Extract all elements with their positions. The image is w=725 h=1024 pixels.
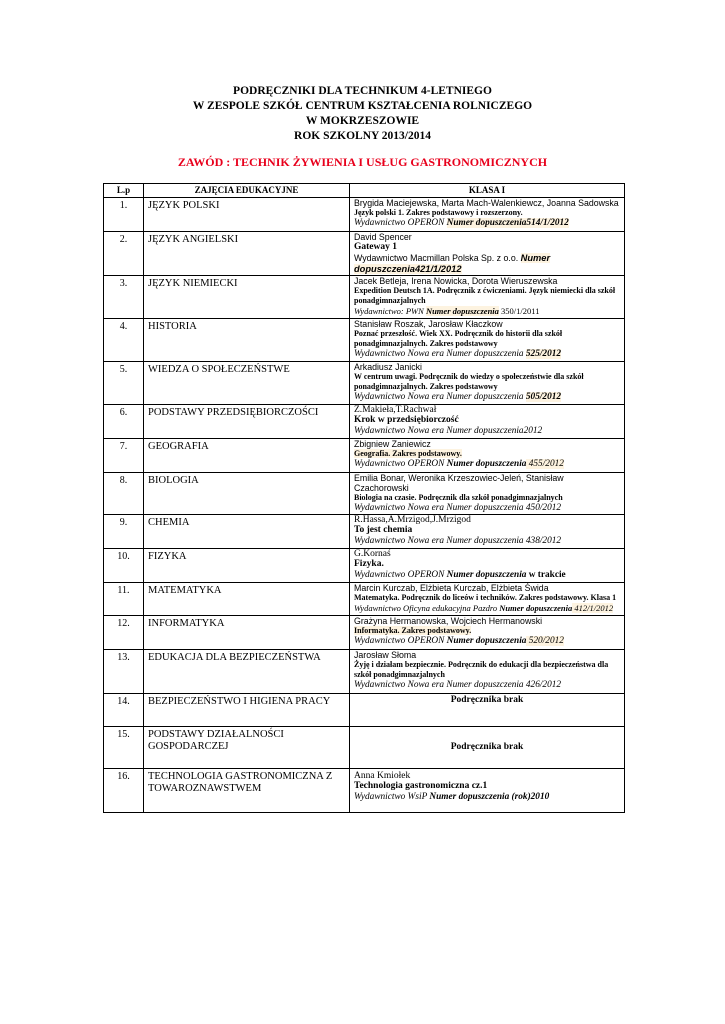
- header-line-2: W ZESPOLE SZKÓŁ CENTRUM KSZTAŁCENIA ROLNICZEGO: [192, 100, 533, 112]
- subject-name: INFORMATYKA: [144, 616, 350, 650]
- publisher-info: [354, 392, 620, 403]
- approval-number: 525/2012: [525, 349, 562, 359]
- approval-number: 520/2012: [526, 636, 564, 646]
- table-row: [104, 694, 625, 727]
- textbook-cell: [350, 362, 625, 405]
- table-row: [104, 769, 625, 813]
- row-number: 2.: [104, 232, 144, 276]
- publisher: Wydawnictwo Oficyna edukacyjna Pazdro: [354, 603, 500, 613]
- publisher: Wydawnictwo: PWN: [354, 306, 426, 316]
- publisher: Wydawnictwo WsiP: [354, 792, 430, 802]
- row-number: 1.: [104, 198, 144, 232]
- column-header-klasa: KLASA I: [350, 184, 625, 198]
- subject-name: JĘZYK ANGIELSKI: [144, 232, 350, 276]
- publisher: Wydawnictwo Macmillan Polska Sp. z o.o.: [354, 253, 521, 263]
- publisher: Wydawnictwo Nowa era Numer dopuszczenia: [354, 349, 526, 359]
- authors: Jarosław Słoma: [354, 650, 417, 660]
- publisher-info: [354, 636, 620, 647]
- row-number: 16.: [104, 769, 144, 813]
- table-header-row: [104, 184, 625, 198]
- publisher-info: [354, 218, 620, 229]
- approval-label: Numer dopuszczenia: [499, 603, 573, 613]
- table-row: [104, 650, 625, 694]
- publisher-info: [354, 253, 620, 275]
- authors: Z.Makieła,T.Rachwał: [354, 405, 437, 415]
- subject-name: JĘZYK NIEMIECKI: [144, 276, 350, 319]
- book-title: Fizyka.: [354, 559, 384, 569]
- subject-name: EDUKACJA DLA BEZPIECZEŃSTWA: [144, 650, 350, 694]
- publisher-info: [354, 459, 620, 470]
- publisher-info: [354, 426, 620, 437]
- textbook-cell: [350, 549, 625, 583]
- subject-name: WIEDZA O SPOŁECZEŃSTWE: [144, 362, 350, 405]
- publisher: Wydawnictwo Nowa era Numer dopuszczenia: [354, 392, 526, 402]
- document-header: [0, 84, 725, 144]
- book-title: Żyję i działam bezpiecznie. Podręcznik do edukacji dla bezpieczeństwa dla szkół ponadgimnazjalnych: [354, 660, 609, 679]
- subject-name: FIZYKA: [144, 549, 350, 583]
- authors: Anna Kmiołek: [354, 771, 411, 781]
- no-textbook: Podręcznika brak: [350, 727, 625, 769]
- publisher-info: [354, 503, 620, 514]
- authors: Zbigniew Zaniewicz: [354, 439, 431, 449]
- profession-heading: ZAWÓD : TECHNIK ŻYWIENIA I USŁUG GASTRONOMICZNYCH: [177, 155, 548, 169]
- row-number: 10.: [104, 549, 144, 583]
- book-title: To jest chemia: [354, 525, 413, 535]
- book-title: Poznać przeszłość. Wiek XX. Podręcznik do historii dla szkół ponadgimnazjalnych. Zakres podstawowy: [354, 329, 563, 348]
- column-header-subject: ZAJĘCIA EDUKACYJNE: [144, 184, 350, 198]
- authors: Marcin Kurczab, Elżbieta Kurczab, Elżbieta Świda: [354, 583, 549, 593]
- authors: Arkadiusz Janicki: [354, 362, 422, 372]
- textbook-cell: [350, 650, 625, 694]
- authors: Jacek Betleja, Irena Nowicka, Dorota Wieruszewska: [354, 276, 558, 286]
- subject-name: CHEMIA: [144, 515, 350, 549]
- header-line-4: ROK SZKOLNY 2013/2014: [294, 130, 431, 142]
- publisher-info: [354, 603, 620, 614]
- row-number: 3.: [104, 276, 144, 319]
- table-row: [104, 515, 625, 549]
- approval-number: Numer dopuszczenia421/1/2012: [354, 253, 551, 274]
- textbook-cell: [350, 583, 625, 616]
- book-title: Technologia gastronomiczna cz.1: [354, 781, 488, 791]
- table-row: [104, 583, 625, 616]
- book-title: [354, 626, 620, 636]
- book-title: Język polski 1. Zakres podstawowy i rozszerzony.: [354, 208, 523, 217]
- subject-name: HISTORIA: [144, 319, 350, 362]
- table-row: [104, 232, 625, 276]
- table-body: [104, 198, 625, 813]
- book-title: [354, 449, 620, 459]
- authors: Emilia Bonar, Weronika Krzeszowiec-Jeleń, Stanisław Czachorowski: [354, 473, 564, 493]
- table-row: [104, 405, 625, 439]
- row-number: 14.: [104, 694, 144, 727]
- column-header-lp: L.p: [104, 184, 144, 198]
- table-row: [104, 319, 625, 362]
- table-row: [104, 439, 625, 473]
- approval-label: Numer dopuszczenia: [446, 459, 527, 469]
- row-number: 4.: [104, 319, 144, 362]
- row-number: 13.: [104, 650, 144, 694]
- table-row: [104, 473, 625, 515]
- book-title-text: Geografia. Zakres podstawowy.: [354, 449, 462, 458]
- table-row: [104, 616, 625, 650]
- authors: Grażyna Hermanowska, Wojciech Hermanowski: [354, 616, 543, 626]
- publisher-info: [354, 306, 620, 317]
- subject-name: TECHNOLOGIA GASTRONOMICZNA Z TOWAROZNAWSTWEM: [144, 769, 350, 813]
- textbook-table: [103, 183, 625, 813]
- book-title: Biologia na czasie. Podręcznik dla szkół ponadgimnazjalnych: [354, 493, 563, 502]
- publisher-info: [354, 680, 620, 691]
- book-title-text: Informatyka. Zakres podstawowy.: [354, 626, 472, 635]
- publisher: Wydawnictwo Nowa era Numer dopuszczenia 450/2012: [354, 503, 562, 513]
- table-row: [104, 276, 625, 319]
- approval-status: w trakcie: [526, 570, 566, 580]
- publisher-info: [354, 792, 620, 803]
- textbook-cell: [350, 769, 625, 813]
- book-title: Gateway 1: [354, 242, 398, 252]
- table-row: [104, 362, 625, 405]
- publisher: Wydawnictwo Nowa era Numer dopuszczenia 426/2012: [354, 680, 562, 690]
- book-title: Krok w przedsiębiorczość: [354, 415, 459, 425]
- book-title: Matematyka. Podręcznik do liceów i techników. Zakres podstawowy. Klasa 1: [354, 593, 617, 602]
- row-number: 15.: [104, 727, 144, 769]
- book-title: Expedition Deutsch 1A. Podręcznik z ćwiczeniami. Język niemiecki dla szkół ponadgimnazjalnych: [354, 286, 616, 305]
- approval-label: Numer dopuszczenia: [446, 570, 527, 580]
- publisher-info: [354, 349, 620, 360]
- textbook-cell: [350, 473, 625, 515]
- approval-number: 412/1/2012: [572, 603, 614, 613]
- row-number: 12.: [104, 616, 144, 650]
- authors: R.Hassa,A.Mrzigod,J.Mrzigod: [354, 515, 471, 525]
- subject-name: BEZPIECZEŃSTWO I HIGIENA PRACY: [144, 694, 350, 727]
- header-line-3: W MOKRZESZOWIE: [305, 115, 420, 127]
- textbook-cell: [350, 439, 625, 473]
- row-number: 6.: [104, 405, 144, 439]
- subject-name: JĘZYK POLSKI: [144, 198, 350, 232]
- row-number: 11.: [104, 583, 144, 616]
- subject-name: GEOGRAFIA: [144, 439, 350, 473]
- subject-name: BIOLOGIA: [144, 473, 350, 515]
- textbook-cell: [350, 198, 625, 232]
- row-number: 5.: [104, 362, 144, 405]
- book-title: W centrum uwagi. Podręcznik do wiedzy o społeczeństwie dla szkół ponadgimnazjalnych. Zakres podstawowy: [354, 372, 584, 391]
- textbook-cell: [350, 319, 625, 362]
- publisher: Wydawnictwo OPERON: [354, 636, 447, 646]
- authors: David Spencer: [354, 232, 412, 242]
- textbook-cell: [350, 616, 625, 650]
- approval-number: 455/2012: [526, 459, 564, 469]
- subject-name: MATEMATYKA: [144, 583, 350, 616]
- authors: Stanisław Roszak, Jarosław Kłaczkow: [354, 319, 503, 329]
- authors: Brygida Maciejewska, Marta Mach-Walenkiewcz, Joanna Sadowska: [354, 198, 619, 208]
- publisher-info: [354, 536, 620, 547]
- row-number: 7.: [104, 439, 144, 473]
- publisher: Wydawnictwo OPERON: [354, 459, 447, 469]
- table-row: [104, 549, 625, 583]
- approval-label: Numer dopuszczenia: [446, 636, 527, 646]
- approval-number: 505/2012: [525, 392, 562, 402]
- publisher: Wydawnictwo Nowa era Numer dopuszczenia2012: [354, 426, 543, 436]
- subject-name: PODSTAWY DZIAŁALNOŚCI GOSPODARCZEJ: [144, 727, 350, 769]
- textbook-cell: [350, 515, 625, 549]
- publisher: Wydawnictwo OPERON: [354, 218, 447, 228]
- textbook-cell: [350, 232, 625, 276]
- subject-name: PODSTAWY PRZEDSIĘBIORCZOŚCI: [144, 405, 350, 439]
- publisher: Wydawnictwo OPERON: [354, 570, 447, 580]
- row-number: 8.: [104, 473, 144, 515]
- approval-number: 350/1/2011: [498, 306, 540, 316]
- approval-number: Numer dopuszczenia (rok)2010: [429, 792, 550, 802]
- textbook-cell: [350, 405, 625, 439]
- approval-label: Numer dopuszczenia: [425, 306, 499, 316]
- row-number: 9.: [104, 515, 144, 549]
- header-line-1: PODRĘCZNIKI DLA TECHNIKUM 4-LETNIEGO: [233, 85, 492, 97]
- no-textbook: Podręcznika brak: [350, 694, 625, 727]
- table-row: [104, 727, 625, 769]
- approval-number: Numer dopuszczenia514/1/2012: [446, 218, 569, 228]
- textbook-cell: [350, 276, 625, 319]
- authors: G.Kornaś: [354, 549, 391, 559]
- table-row: [104, 198, 625, 232]
- publisher: Wydawnictwo Nowa era Numer dopuszczenia 438/2012: [354, 536, 562, 546]
- publisher-info: [354, 570, 620, 581]
